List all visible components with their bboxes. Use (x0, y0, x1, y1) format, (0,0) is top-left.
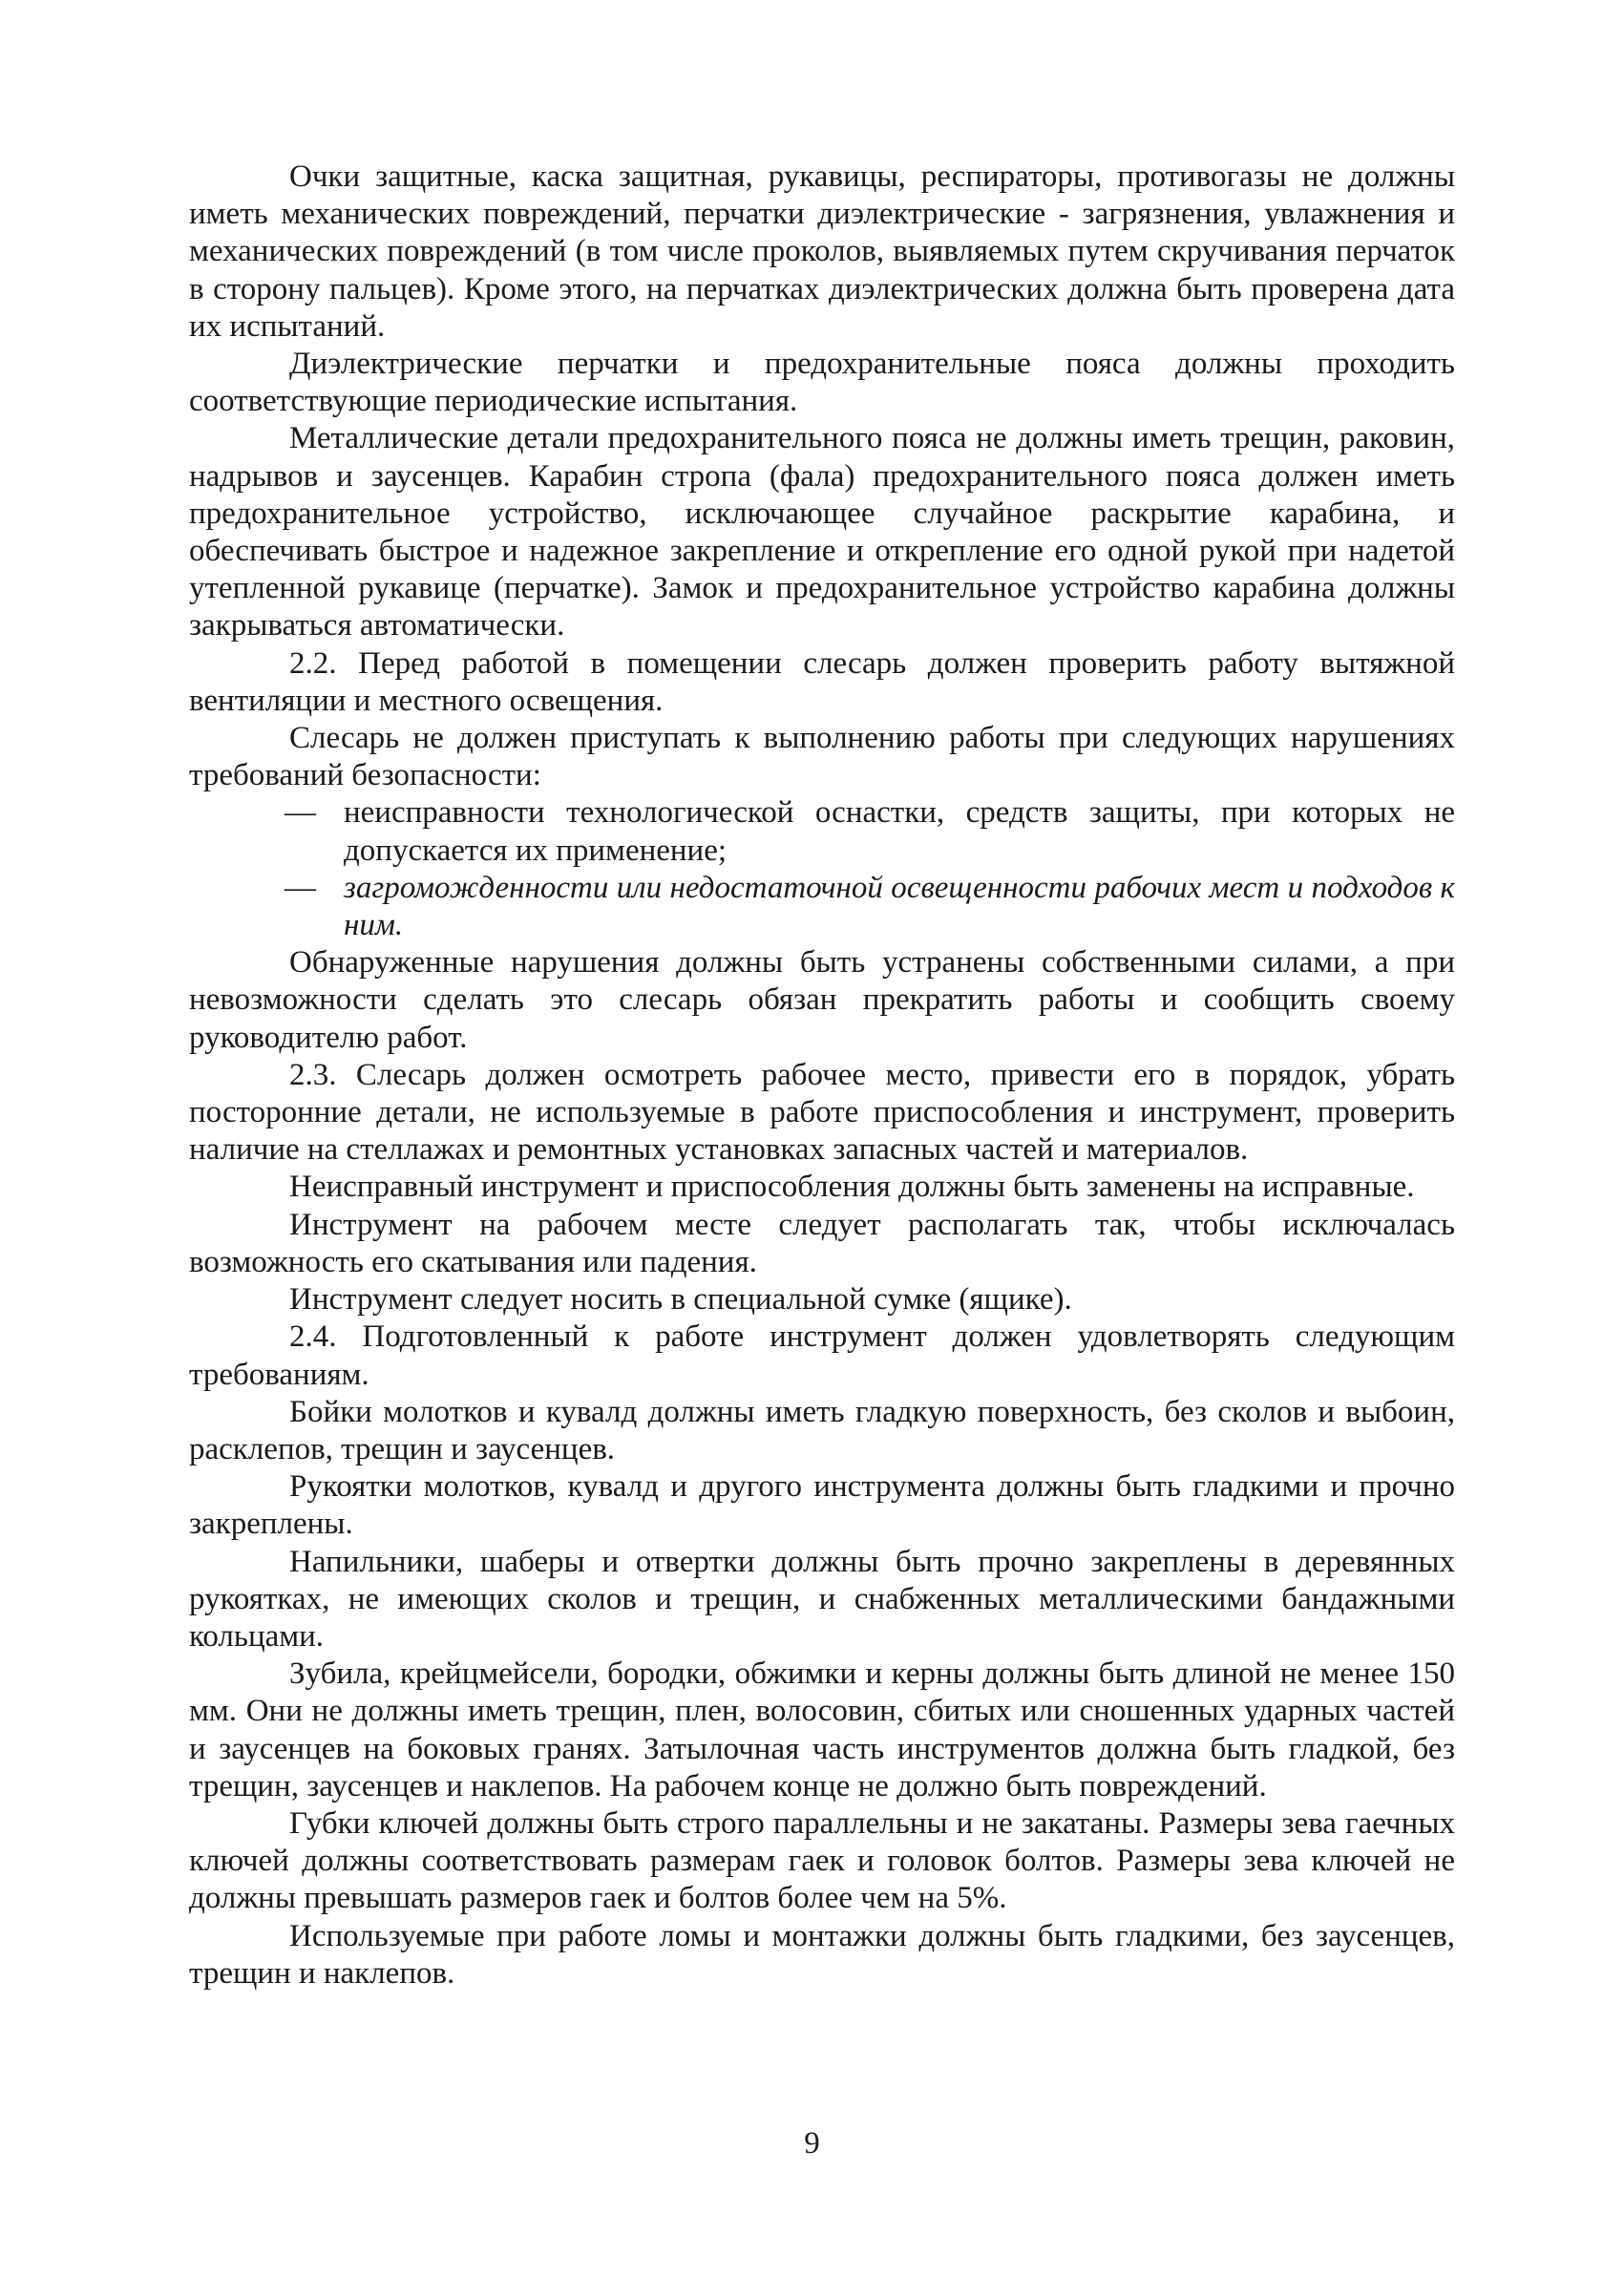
list-item (189, 794, 1455, 869)
paragraph-crowbars: Используемые при работе ломы и монтажки должны быть гладкими, без заусенцев, трещин и наклепов. (189, 1918, 1455, 1991)
document-body (189, 158, 1455, 1993)
violations-list (189, 794, 1455, 944)
dash-marker: — (285, 795, 316, 831)
paragraph-wrench-jaws: Губки ключей должны быть строго параллельны и не закатаны. Размеры зева гаечных ключей должны соответствовать размерам гаек и головок болтов. Размеры зева ключей не должны превышать размеров гаек и болтов более чем на 5%. (189, 1805, 1455, 1916)
list-item (189, 870, 1455, 944)
paragraph-tool-placement: Инструмент на рабочем месте следует располагать так, чтобы исключалась возможность его скатывания или падения. (189, 1207, 1455, 1279)
paragraph-fix-violations: Обнаруженные нарушения должны быть устранены собственными силами, а при невозможности сделать это слесарь обязан прекратить работы и сообщить своему руководителю работ. (189, 945, 1455, 1055)
paragraph-workplace-inspection: 2.3. Слесарь должен осмотреть рабочее место, привести его в порядок, убрать посторонние детали, не используемые в работе приспособления и инструмент, проверить наличие на стеллажах и ремонтных установках запасных частей и материалов. (189, 1057, 1455, 1168)
paragraph-safety-violations-intro: Слесарь не должен приступать к выполнению работы при следующих нарушениях требований безопасности: (189, 721, 1455, 793)
dash-marker: — (285, 870, 316, 905)
paragraph-hammer-handles: Рукоятки молотков, кувалд и другого инструмента должны быть гладкими и прочно закреплены. (189, 1469, 1455, 1542)
paragraph-files-screwdrivers: Напильники, шаберы и отвертки должны быть прочно закреплены в деревянных рукоятках, не имеющих сколов и трещин, и снабженных металлическими бандажными кольцами. (189, 1544, 1455, 1654)
list-item-text: загроможденности или недостаточной освещенности рабочих мест и подходов к ним. (344, 870, 1455, 943)
paragraph-chisels: Зубила, крейцмейсели, бородки, обжимки и керны должны быть длиной не менее 150 мм. Они не должны иметь трещин, плен, волосовин, сбитых или сношенных ударных частей и заусенцев на боковых гранях. Затылочная часть инструментов должна быть гладкой, без трещин, заусенцев и наклепов. На рабочем конце не должно быть повреждений. (189, 1656, 1455, 1803)
paragraph-periodic-tests: Диэлектрические перчатки и предохранительные пояса должны проходить соответствующие периодические испытания. (189, 347, 1455, 419)
paragraph-tool-requirements: 2.4. Подготовленный к работе инструмент должен удовлетворять следующим требованиям. (189, 1319, 1455, 1392)
paragraph-ventilation-check: 2.2. Перед работой в помещении слесарь должен проверить работу вытяжной вентиляции и местного освещения. (189, 645, 1455, 718)
paragraph-tool-carrying: Инструмент следует носить в специальной сумке (ящике). (289, 1282, 1072, 1318)
paragraph-belt-metal-parts: Металлические детали предохранительного пояса не должны иметь трещин, раковин, надрывов и заусенцев. Карабин стропа (фала) предохранительного пояса должен иметь предохранительное устройство, исключающее случайное раскрытие карабина, и обеспечивать быстрое и надежное закрепление и открепление его одной рукой при надетой утепленной рукавице (перчатке). Замок и предохранительное устройство карабина должны закрываться автоматически. (189, 421, 1455, 643)
paragraph-ppe-inspection: Очки защитные, каска защитная, рукавицы, респираторы, противогазы не должны иметь механических повреждений, перчатки диэлектрические - загрязнения, увлажнения и механических повреждений (в том числе проколов, выявляемых путем скручивания перчаток в сторону пальцев). Кроме этого, на перчатках диэлектрических должна быть проверена дата их испытаний. (189, 159, 1455, 344)
list-item-text: неисправности технологической оснастки, средств защиты, при которых не допускается их применение; (344, 795, 1455, 868)
page-number: 9 (804, 2126, 820, 2161)
paragraph-hammer-heads: Бойки молотков и кувалд должны иметь гладкую поверхность, без сколов и выбоин, расклепов, трещин и заусенцев. (189, 1394, 1455, 1466)
paragraph-replace-faulty-tools: Неисправный инструмент и приспособления должны быть заменены на исправные. (289, 1170, 1415, 1205)
